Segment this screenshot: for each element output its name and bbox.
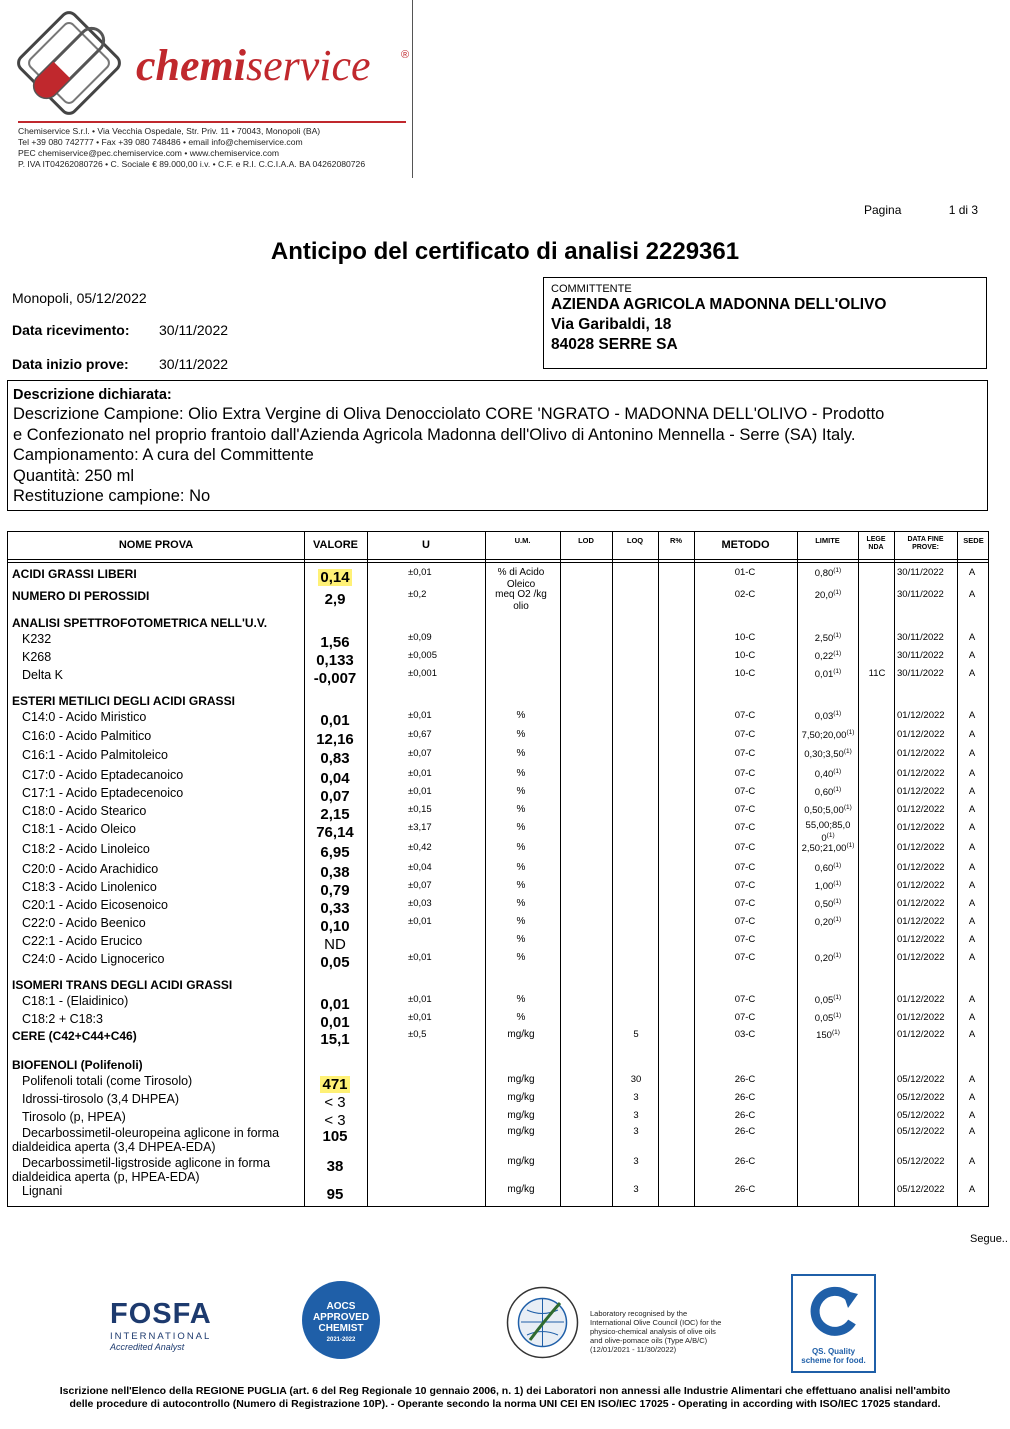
test-method: 26-C xyxy=(734,1092,756,1103)
test-method: 07-C xyxy=(734,916,756,927)
test-end-date: 05/12/2022 xyxy=(897,1126,945,1137)
test-sede: A xyxy=(968,804,976,815)
ioc-seal-icon xyxy=(505,1285,580,1360)
test-method: 07-C xyxy=(734,952,756,963)
test-sede: A xyxy=(968,862,976,873)
test-name: Lignani xyxy=(22,1184,63,1198)
received-value: 30/11/2022 xyxy=(159,322,229,338)
test-end-date: 01/12/2022 xyxy=(897,916,945,927)
test-uncertainty: ±0,5 xyxy=(408,1029,427,1040)
col-header-method: METODO xyxy=(721,539,770,551)
test-sede: A xyxy=(968,934,976,945)
test-loq: 3 xyxy=(633,1156,639,1167)
test-name: C20:0 - Acido Arachidico xyxy=(22,862,159,876)
test-sede: A xyxy=(968,1074,976,1085)
col-header-limit: LIMITE xyxy=(815,536,840,545)
test-name: ESTERI METILICI DEGLI ACIDI GRASSI xyxy=(12,694,235,708)
test-end-date: 01/12/2022 xyxy=(897,729,945,740)
test-method: 10-C xyxy=(734,668,756,679)
test-value: < 3 xyxy=(324,1112,346,1129)
test-value: 12,16 xyxy=(316,731,354,748)
test-uncertainty: ±0,01 xyxy=(408,786,432,797)
test-unit: % xyxy=(516,880,526,891)
test-unit: % xyxy=(516,934,526,945)
test-unit: mg/kg xyxy=(507,1074,535,1085)
test-name: Decarbossimetil-oleuropeina aglicone in forma xyxy=(22,1126,280,1140)
test-sede: A xyxy=(968,1092,976,1103)
test-uncertainty: ±3,17 xyxy=(408,822,432,833)
test-sede: A xyxy=(968,1184,976,1195)
description-line: Campionamento: A cura del Committente xyxy=(13,446,314,464)
test-unit: % xyxy=(516,822,526,833)
test-limit: 0,30;3,50$^{(1)}$ xyxy=(804,748,852,761)
test-value: 0,01 xyxy=(320,712,350,729)
test-unit: % xyxy=(516,804,526,815)
test-end-date: 30/11/2022 xyxy=(897,589,944,600)
test-limit: 20,0$^{(1)}$ xyxy=(814,589,842,602)
test-sede: A xyxy=(968,650,976,661)
committente-box xyxy=(543,277,987,369)
test-method: 07-C xyxy=(734,1012,756,1023)
test-sede: A xyxy=(968,842,976,853)
test-name: K268 xyxy=(22,650,52,664)
col-header-u: U xyxy=(422,539,430,551)
test-unit: mg/kg xyxy=(507,1110,535,1121)
test-sede: A xyxy=(968,822,976,833)
test-legenda: 11C xyxy=(868,668,886,679)
test-unit: % xyxy=(516,952,526,963)
test-limit: 0,22$^{(1)}$ xyxy=(814,650,842,663)
test-value: 0,10 xyxy=(320,918,350,935)
test-value: 105 xyxy=(322,1128,348,1145)
test-uncertainty: ±0,04 xyxy=(408,862,432,873)
test-sede: A xyxy=(968,567,976,578)
test-value: 0,133 xyxy=(316,652,354,669)
test-name: BIOFENOLI (Polifenoli) xyxy=(12,1058,143,1072)
test-name: C18:1 - Acido Oleico xyxy=(22,822,136,836)
test-end-date: 01/12/2022 xyxy=(897,842,945,853)
test-uncertainty: ±0,01 xyxy=(408,994,432,1005)
test-uncertainty: ±0,07 xyxy=(408,880,432,891)
committente-street: Via Garibaldi, 18 xyxy=(551,316,672,333)
test-loq: 3 xyxy=(633,1110,639,1121)
test-name: Idrossi-tirosolo (3,4 DHPEA) xyxy=(22,1092,179,1106)
test-name: C24:0 - Acido Lignocerico xyxy=(22,952,165,966)
test-end-date: 01/12/2022 xyxy=(897,880,945,891)
test-unit: meq O2 /kg olio xyxy=(495,589,547,612)
test-value: 2,9 xyxy=(324,591,346,608)
test-value: -0,007 xyxy=(313,670,357,687)
test-name-cont: dialdeidica aperta (p, HPEA-EDA) xyxy=(12,1170,200,1184)
test-name: ANALISI SPETTROFOTOMETRICA NELL'U.V. xyxy=(12,616,268,630)
test-sede: A xyxy=(968,1126,976,1137)
test-value: 76,14 xyxy=(316,824,354,841)
test-value: ND xyxy=(324,936,346,953)
test-method: 07-C xyxy=(734,804,756,815)
test-name: C20:1 - Acido Eicosenoico xyxy=(22,898,168,912)
test-method: 07-C xyxy=(734,862,756,873)
test-unit: % xyxy=(516,842,526,853)
test-sede: A xyxy=(968,994,976,1005)
test-method: 07-C xyxy=(734,786,756,797)
test-limit: 7,50;20,00$^{(1)}$ xyxy=(801,729,855,742)
test-end-date: 05/12/2022 xyxy=(897,1092,945,1103)
test-end-date: 30/11/2022 xyxy=(897,650,944,661)
test-unit: % xyxy=(516,729,526,740)
test-end-date: 30/11/2022 xyxy=(897,567,944,578)
test-end-date: 05/12/2022 xyxy=(897,1110,945,1121)
test-end-date: 01/12/2022 xyxy=(897,822,945,833)
test-limit: 0,50;5,00$^{(1)}$ xyxy=(804,804,852,817)
test-uncertainty: ±0,005 xyxy=(408,650,437,661)
test-uncertainty: ±0,01 xyxy=(408,916,432,927)
test-sede: A xyxy=(968,952,976,963)
test-method: 07-C xyxy=(734,710,756,721)
test-sede: A xyxy=(968,1012,976,1023)
test-end-date: 01/12/2022 xyxy=(897,804,945,815)
address-line: Chemiservice S.r.l. • Via Vecchia Ospedale, Str. Priv. 11 • 70043, Monopoli (BA) xyxy=(18,126,321,136)
test-name: K232 xyxy=(22,632,52,646)
test-name: C22:0 - Acido Beenico xyxy=(22,916,146,930)
test-name: CERE (C42+C44+C46) xyxy=(12,1029,137,1043)
qs-logo: QS. Quality scheme for food. xyxy=(791,1274,876,1373)
description-line: Restituzione campione: No xyxy=(13,487,211,505)
test-end-date: 05/12/2022 xyxy=(897,1074,945,1085)
col-header-lod: LOD xyxy=(578,536,594,545)
test-name: Polifenoli totali (come Tirosolo) xyxy=(22,1074,193,1088)
test-loq: 5 xyxy=(633,1029,639,1040)
test-sede: A xyxy=(968,786,976,797)
col-header-sede: SEDE xyxy=(963,536,984,545)
test-loq: 3 xyxy=(633,1092,639,1103)
test-name: C18:3 - Acido Linolenico xyxy=(22,880,157,894)
test-name: C16:0 - Acido Palmitico xyxy=(22,729,152,743)
test-uncertainty: ±0,09 xyxy=(408,632,432,643)
test-uncertainty: ±0,67 xyxy=(408,729,432,740)
test-end-date: 01/12/2022 xyxy=(897,786,945,797)
page-number: 1 di 3 xyxy=(948,203,979,217)
test-loq: 3 xyxy=(633,1126,639,1137)
test-uncertainty: ±0,07 xyxy=(408,748,432,759)
test-uncertainty: ±0,2 xyxy=(408,589,427,600)
brand-part2: service xyxy=(245,41,371,90)
committente-city: 84028 SERRE SA xyxy=(551,336,678,353)
test-limit: 2,50;21,00$^{(1)}$ xyxy=(801,842,855,855)
test-name: C16:1 - Acido Palmitoleico xyxy=(22,748,168,762)
test-value: 15,1 xyxy=(320,1031,350,1048)
received-label: Data ricevimento: xyxy=(12,322,130,338)
address-line: PEC chemiservice@pec.chemiservice.com • www.chemiservice.com xyxy=(18,148,280,158)
test-method: 02-C xyxy=(734,589,756,600)
test-uncertainty: ±0,15 xyxy=(408,804,432,815)
test-sede: A xyxy=(968,748,976,759)
test-method: 10-C xyxy=(734,650,756,661)
test-value: 0,04 xyxy=(320,770,350,787)
test-limit: 0,03$^{(1)}$ xyxy=(814,710,842,723)
test-unit: mg/kg xyxy=(507,1092,535,1103)
test-loq: 30 xyxy=(630,1074,642,1085)
test-method: 26-C xyxy=(734,1156,756,1167)
test-value: 0,14 xyxy=(320,569,350,586)
footer-text xyxy=(0,1385,1010,1411)
description-line: Descrizione Campione: Olio Extra Vergine di Oliva Denocciolato CORE 'NGRATO - MADONNA DELL'OLIVO - Prodotto xyxy=(13,405,885,423)
footer-line: delle procedure di autocontrollo (Numero di Registrazione 10P). - Operante secondo la norma UNI CEI EN ISO/IEC 17025 - Operating in according with ISO/IEC 17025 standard. xyxy=(69,1398,941,1410)
test-limit: 0,20$^{(1)}$ xyxy=(814,952,842,965)
header-divider xyxy=(412,0,413,178)
test-limit: 0,05$^{(1)}$ xyxy=(814,994,842,1007)
test-limit: 0,80$^{(1)}$ xyxy=(814,567,842,580)
test-end-date: 01/12/2022 xyxy=(897,862,945,873)
col-header-loq: LOQ xyxy=(626,536,644,545)
test-limit: 55,00;85,0 0$^{(1)}$ xyxy=(805,820,851,845)
description-line: Quantità: 250 ml xyxy=(13,466,135,485)
test-name: C17:1 - Acido Eptadecenoico xyxy=(22,786,184,800)
test-end-date: 01/12/2022 xyxy=(897,748,945,759)
test-limit: 0,05$^{(1)}$ xyxy=(814,1012,842,1025)
test-loq: 3 xyxy=(633,1184,639,1195)
test-method: 26-C xyxy=(734,1184,756,1195)
company-logo xyxy=(14,8,414,123)
description-heading: Descrizione dichiarata: xyxy=(13,387,172,403)
test-method: 26-C xyxy=(734,1074,756,1085)
qs-arrow-icon xyxy=(804,1282,864,1342)
test-method: 07-C xyxy=(734,994,756,1005)
test-name: C18:0 - Acido Stearico xyxy=(22,804,147,818)
test-method: 07-C xyxy=(734,934,756,945)
test-unit: % xyxy=(516,710,526,721)
test-limit: 0,40$^{(1)}$ xyxy=(814,768,842,781)
test-method: 07-C xyxy=(734,748,756,759)
start-value: 30/11/2022 xyxy=(159,356,229,372)
page-indicator xyxy=(864,203,978,217)
test-name: C18:2 + C18:3 xyxy=(22,1012,103,1026)
test-end-date: 30/11/2022 xyxy=(897,632,944,643)
test-name: C14:0 - Acido Miristico xyxy=(22,710,147,724)
test-limit: 2,50$^{(1)}$ xyxy=(814,632,842,645)
test-name: ACIDI GRASSI LIBERI xyxy=(12,567,137,581)
page-label: Pagina xyxy=(864,203,902,217)
test-end-date: 01/12/2022 xyxy=(897,710,945,721)
test-method: 07-C xyxy=(734,768,756,779)
test-unit: % xyxy=(516,916,526,927)
results-table xyxy=(7,531,989,1207)
test-uncertainty: ±0,01 xyxy=(408,567,432,578)
test-uncertainty: ±0,01 xyxy=(408,710,432,721)
fosfa-logo: FOSFA INTERNATIONAL Accredited Analyst xyxy=(110,1298,212,1352)
test-end-date: 01/12/2022 xyxy=(897,1012,945,1023)
brand-text xyxy=(136,41,371,90)
company-address xyxy=(18,126,365,170)
test-name-cont: dialdeidica aperta (3,4 DHPEA-EDA) xyxy=(12,1140,216,1154)
test-sede: A xyxy=(968,1156,976,1167)
committente-name: AZIENDA AGRICOLA MADONNA DELL'OLIVO xyxy=(551,296,887,313)
test-end-date: 05/12/2022 xyxy=(897,1184,945,1195)
test-value: 0,38 xyxy=(320,864,350,881)
test-uncertainty: ±0,001 xyxy=(408,668,437,679)
test-unit: % di Acido Oleico xyxy=(497,567,545,590)
col-header-legenda: LEGE NDA xyxy=(866,536,886,551)
test-limit: 0,20$^{(1)}$ xyxy=(814,916,842,929)
test-value: 0,83 xyxy=(320,750,350,767)
test-unit: % xyxy=(516,898,526,909)
test-value: 95 xyxy=(326,1186,344,1203)
test-name: Tirosolo (p, HPEA) xyxy=(22,1110,126,1124)
test-sede: A xyxy=(968,632,976,643)
continues-note: Segue.. xyxy=(970,1233,1008,1245)
test-unit: % xyxy=(516,768,526,779)
test-unit: % xyxy=(516,748,526,759)
test-value: 0,01 xyxy=(320,996,350,1013)
test-unit: mg/kg xyxy=(507,1126,535,1137)
test-unit: mg/kg xyxy=(507,1156,535,1167)
test-limit: 0,60$^{(1)}$ xyxy=(814,786,842,799)
test-name: C18:1 - (Elaidinico) xyxy=(22,994,129,1008)
test-limit: 0,60$^{(1)}$ xyxy=(814,862,842,875)
test-unit: mg/kg xyxy=(507,1184,535,1195)
test-uncertainty: ±0,01 xyxy=(408,768,432,779)
brand-part1: chemi xyxy=(136,41,246,90)
test-method: 26-C xyxy=(734,1110,756,1121)
test-unit: % xyxy=(516,1012,526,1023)
test-limit: 150$^{(1)}$ xyxy=(816,1029,840,1042)
test-end-date: 01/12/2022 xyxy=(897,952,945,963)
address-line: P. IVA IT04262080726 • C. Sociale € 89.000,00 i.v. • C.F. e R.I. C.C.I.A.A. BA 04262080726 xyxy=(18,159,366,169)
test-sede: A xyxy=(968,589,976,600)
test-value: 0,33 xyxy=(320,900,350,917)
test-value: 1,56 xyxy=(320,634,350,651)
ioc-recognition-text: Laboratory recognised by the International Olive Council (IOC) for the physico-chemical analysis of olive oils and olive-pomace oils (Type A/B/C) (12/01/2021 - 11/30/2022) xyxy=(590,1309,722,1354)
test-method: 07-C xyxy=(734,729,756,740)
col-header-value: VALORE xyxy=(312,539,359,551)
test-sede: A xyxy=(968,668,976,679)
test-sede: A xyxy=(968,710,976,721)
test-value: 0,05 xyxy=(320,954,350,971)
test-value: 0,07 xyxy=(320,788,350,805)
test-uncertainty: ±0,01 xyxy=(408,1012,432,1023)
test-name: ISOMERI TRANS DEGLI ACIDI GRASSI xyxy=(12,978,233,992)
test-end-date: 30/11/2022 xyxy=(897,668,944,679)
test-uncertainty: ±0,03 xyxy=(408,898,432,909)
test-uncertainty: ±0,42 xyxy=(408,842,432,853)
footer-line: Iscrizione nell'Elenco della REGIONE PUGLIA (art. 6 del Reg Regionale 10 gennaio 2006, n. 1) dei Laboratori non annessi alle Industrie Alimentari che effettuano analisi nell'ambito xyxy=(59,1385,951,1397)
test-sede: A xyxy=(968,768,976,779)
col-header-date: DATA FINE PROVE: xyxy=(907,536,944,551)
page-title: Anticipo del certificato di analisi 2229361 xyxy=(270,238,740,265)
test-value: 2,15 xyxy=(320,806,350,823)
test-method: 07-C xyxy=(734,822,756,833)
test-value: 471 xyxy=(322,1076,348,1093)
test-end-date: 01/12/2022 xyxy=(897,768,945,779)
description-line: e Confezionato nel proprio frantoio dall'Azienda Agricola Madonna dell'Olivo di Antonino Mennella - Serre (SA) Italy. xyxy=(13,425,856,444)
test-method: 01-C xyxy=(734,567,756,578)
test-sede: A xyxy=(968,1110,976,1121)
test-value: < 3 xyxy=(324,1094,346,1111)
test-value: 0,79 xyxy=(320,882,350,899)
test-unit: % xyxy=(516,862,526,873)
test-end-date: 01/12/2022 xyxy=(897,934,945,945)
test-name: C17:0 - Acido Eptadecanoico xyxy=(22,768,184,782)
test-value: 6,95 xyxy=(320,844,350,861)
address-line: Tel +39 080 742777 • Fax +39 080 748486 • email info@chemiservice.com xyxy=(18,137,303,147)
test-limit: 1,00$^{(1)}$ xyxy=(814,880,842,893)
test-sede: A xyxy=(968,898,976,909)
test-method: 07-C xyxy=(734,898,756,909)
test-unit: % xyxy=(516,994,526,1005)
test-method: 10-C xyxy=(734,632,756,643)
test-unit: mg/kg xyxy=(507,1029,535,1040)
start-label: Data inizio prove: xyxy=(12,356,129,372)
test-sede: A xyxy=(968,916,976,927)
test-method: 03-C xyxy=(734,1029,756,1040)
test-end-date: 01/12/2022 xyxy=(897,1029,945,1040)
test-name: NUMERO DI PEROSSIDI xyxy=(12,589,150,603)
test-value: 0,01 xyxy=(320,1014,350,1031)
test-name: C18:2 - Acido Linoleico xyxy=(22,842,150,856)
test-method: 26-C xyxy=(734,1126,756,1137)
test-name: Delta K xyxy=(22,668,63,682)
col-header-name: NOME PROVA xyxy=(118,539,194,551)
test-sede: A xyxy=(968,880,976,891)
col-header-um: U.M. xyxy=(514,536,531,545)
test-end-date: 05/12/2022 xyxy=(897,1156,945,1167)
test-name: C22:1 - Acido Erucico xyxy=(22,934,143,948)
test-method: 07-C xyxy=(734,842,756,853)
test-sede: A xyxy=(968,1029,976,1040)
test-sede: A xyxy=(968,729,976,740)
test-method: 07-C xyxy=(734,880,756,891)
test-end-date: 01/12/2022 xyxy=(897,898,945,909)
test-unit: % xyxy=(516,786,526,797)
committente-label: COMMITTENTE xyxy=(551,283,632,295)
test-limit: 0,01$^{(1)}$ xyxy=(814,668,842,681)
registered-mark: ® xyxy=(401,49,410,61)
test-value: 38 xyxy=(326,1158,344,1175)
aocs-logo: AOCS APPROVED CHEMIST 2021-2022 xyxy=(302,1281,380,1359)
place-date: Monopoli, 05/12/2022 xyxy=(12,290,147,306)
test-name: Decarbossimetil-ligstroside aglicone in forma xyxy=(22,1156,271,1170)
test-uncertainty: ±0,01 xyxy=(408,952,432,963)
test-end-date: 01/12/2022 xyxy=(897,994,945,1005)
col-header-r: R% xyxy=(669,536,683,545)
description-box xyxy=(7,380,988,511)
test-limit: 0,50$^{(1)}$ xyxy=(814,898,842,911)
chemiservice-logo-graphic xyxy=(14,8,414,123)
